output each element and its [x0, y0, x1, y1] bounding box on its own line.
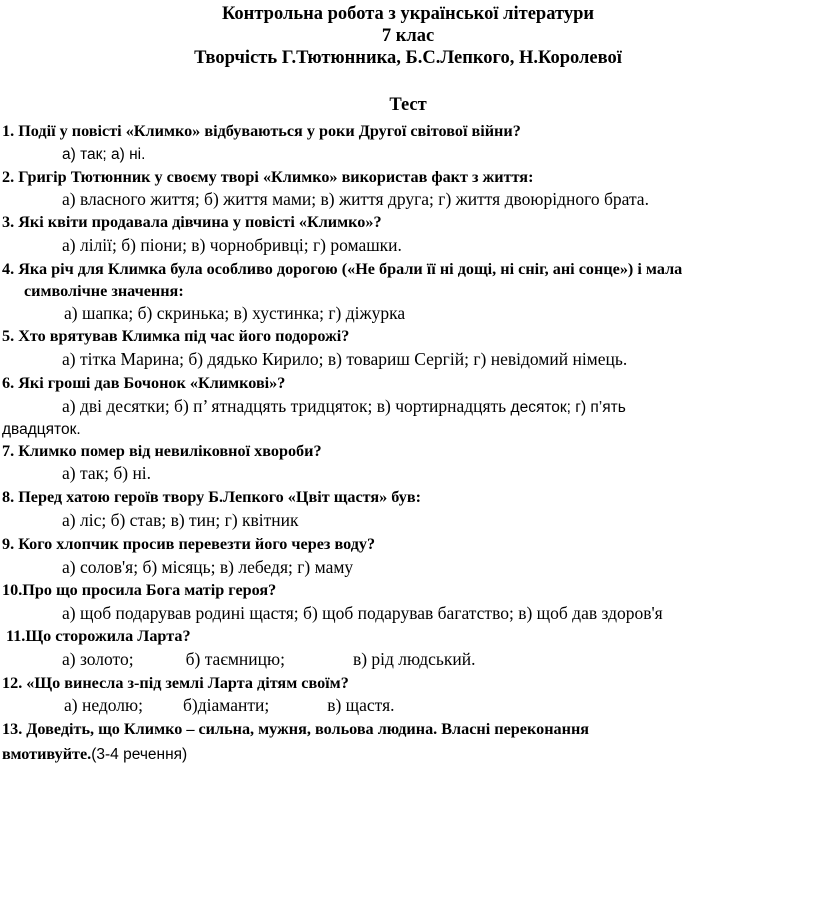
answer-3: а) лілії; б) піони; в) чорнобривці; г) ромашки.: [62, 235, 402, 255]
question-6: 6. Які гроші дав Бочонок «Климкові»?: [2, 374, 286, 392]
answer-8: а) ліс; б) став; в) тин; г) квітник: [62, 510, 299, 530]
topic-title: Творчість Г.Тютюнника, Б.С.Лепкого, Н.Королевої: [194, 48, 622, 68]
question-12: 12. «Що винесла з-під землі Ларта дітям своїм?: [2, 674, 349, 692]
answer-6-main: а) дві десятки; б) п’ ятнадцять тридцяток; в) чортирнадцять: [62, 396, 507, 416]
question-4-continuation: символічне значення:: [24, 282, 184, 300]
question-13: 13. Доведіть, що Климко – сильна, мужня, вольова людина. Власні переконання: [2, 720, 590, 738]
answer-12: [64, 694, 395, 716]
answer-12-option-a: а) недолю;: [64, 695, 143, 715]
question-10: 10.Про що просила Бога матір героя?: [2, 581, 277, 599]
test-heading: Тест: [389, 95, 427, 115]
question-1: 1. Події у повісті «Климко» відбуваються у роки Другої світової війни?: [2, 122, 521, 140]
answer-2: а) власного життя; б) життя мами; в) життя друга; г) життя двоюрідного брата.: [62, 189, 649, 209]
answer-1: а) так; а) ні.: [62, 146, 146, 163]
question-2: 2. Григір Тютюнник у своєму творі «Климко» використав факт з життя:: [2, 168, 534, 186]
answer-6-tail: десяток; г) п’ять: [510, 399, 626, 416]
question-9: 9. Кого хлопчик просив перевезти його через воду?: [2, 535, 376, 553]
answer-4: а) шапка; б) скринька; в) хустинка; г) діжурка: [64, 303, 406, 323]
answer-10: а) щоб подарував родині щастя; б) щоб подарував багатство; в) щоб дав здоров'я: [62, 603, 663, 623]
document-title: Контрольна робота з української літератури: [221, 4, 595, 24]
answer-11: [62, 648, 476, 670]
question-4: 4. Яка річ для Климка була особливо дорогою («Не брали її ні дощі, ні сніг, ані сонце») і мала: [2, 260, 683, 278]
question-13-continuation-bold: вмотивуйте.: [2, 745, 92, 763]
answer-6-continuation: двадцяток.: [2, 421, 81, 438]
answer-5: а) тітка Марина; б) дядько Кирило; в) товариш Сергій; г) невідомий німець.: [62, 349, 628, 369]
grade-label: 7 клас: [381, 26, 435, 46]
question-8: 8. Перед хатою героїв твору Б.Лепкого «Цвіт щастя» був:: [2, 488, 421, 506]
answer-9: а) солов'я; б) місяць; в) лебедя; г) маму: [62, 557, 354, 577]
question-7: 7. Климко помер від невиліковної хвороби?: [2, 442, 322, 460]
question-5: 5. Хто врятував Климка під час його подорожі?: [2, 327, 350, 345]
answer-11-option-c: в) рід людський.: [352, 649, 476, 669]
answer-6: [62, 395, 626, 419]
answer-12-option-c: в) щастя.: [327, 695, 395, 715]
answer-11-option-b: б) таємницю;: [185, 649, 285, 669]
answer-11-option-a: а) золото;: [62, 649, 134, 669]
question-13-continuation: [2, 743, 187, 766]
question-11: 11.Що сторожила Ларта?: [6, 627, 191, 645]
question-13-note: (3-4 речення): [91, 746, 188, 763]
question-3: 3. Які квіти продавала дівчина у повісті «Климко»?: [2, 213, 382, 231]
answer-12-option-b: б)діаманти;: [182, 695, 270, 715]
answer-7: а) так; б) ні.: [62, 463, 152, 483]
